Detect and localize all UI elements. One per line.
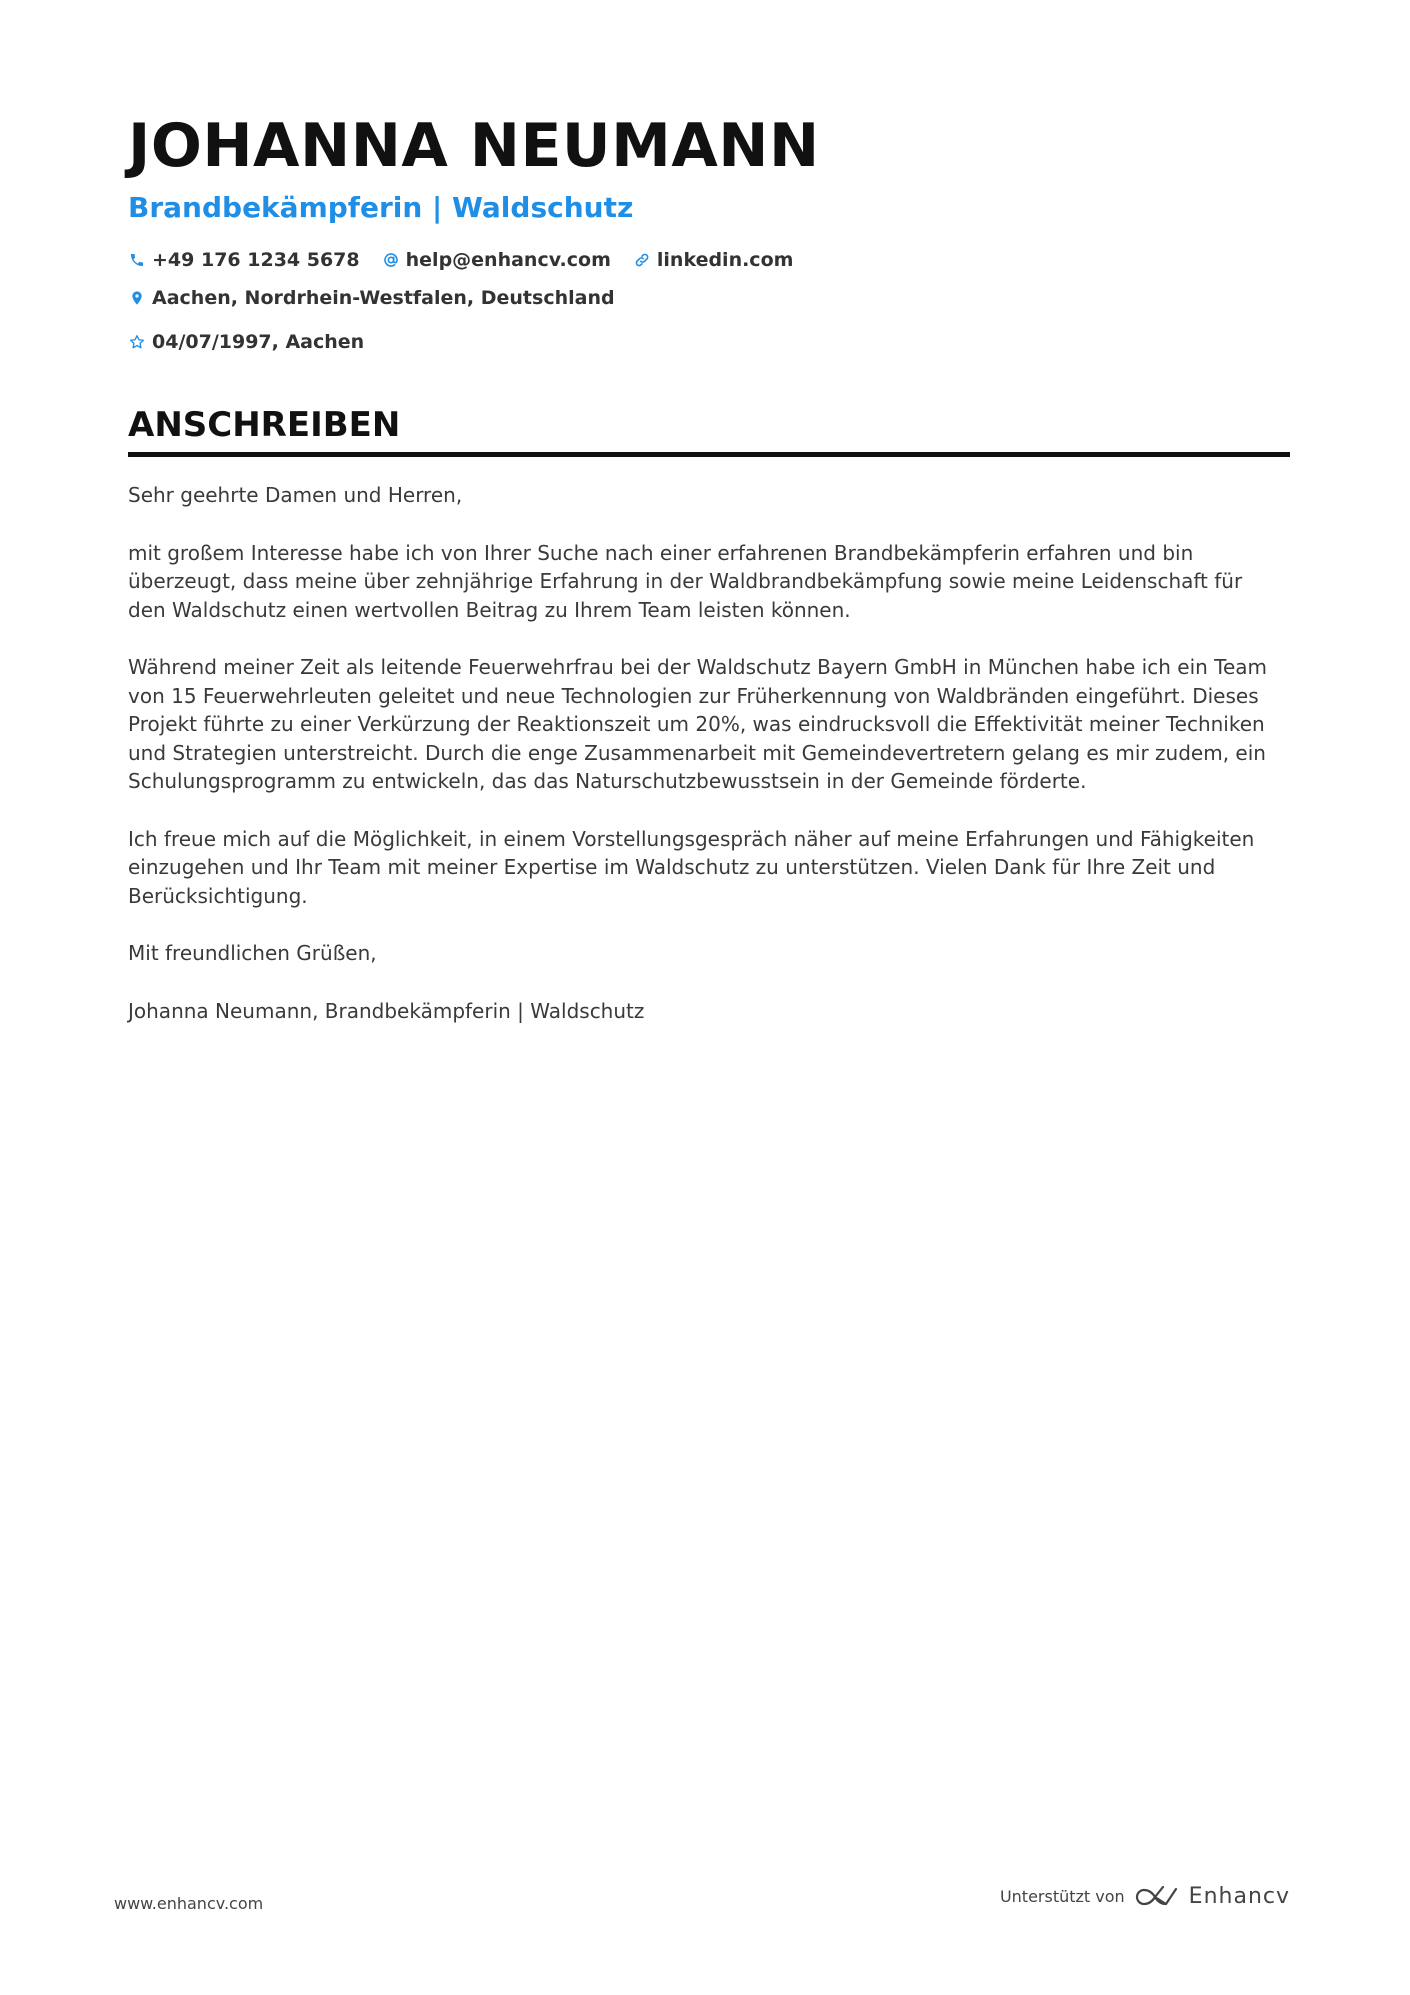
contact-location-text: Aachen, Nordrhein-Westfalen, Deutschland xyxy=(152,287,615,309)
contact-linkedin-text: linkedin.com xyxy=(656,249,794,271)
star-icon xyxy=(128,333,146,351)
contact-birth-text: 04/07/1997, Aachen xyxy=(152,331,365,353)
letter-body xyxy=(128,481,1278,1025)
link-icon xyxy=(633,251,651,269)
contact-list xyxy=(128,244,1248,358)
letter-paragraph: Während meiner Zeit als leitende Feuerwehrfrau bei der Waldschutz Bayern GmbH in München habe ich ein Team von 15 Feuerwehrleuten geleitet und neue Technologien zur Früherkennung von Waldbränden eingeführt. Dieses Projekt führte zu einer Verkürzung der Reaktionszeit um 20%, was eindrucksvoll die Effektivität meiner Techniken und Strategien unterstreicht. Durch die enge Zusammenarbeit mit Gemeindevertretern gelang es mir zudem, ein Schulungsprogramm zu entwickeln, das das Naturschutzbewusstsein in der Gemeinde förderte. xyxy=(128,655,1268,793)
applicant-name: JOHANNA NEUMANN xyxy=(128,111,820,181)
contact-phone-text: +49 176 1234 5678 xyxy=(152,249,360,271)
contact-email[interactable] xyxy=(382,244,611,276)
job-title: Brandbekämpferin | Waldschutz xyxy=(128,191,634,224)
contact-linkedin[interactable] xyxy=(633,244,794,276)
salutation: Sehr geehrte Damen und Herren, xyxy=(128,483,463,507)
section-divider xyxy=(128,452,1290,457)
contact-phone xyxy=(128,244,360,276)
header xyxy=(128,110,1288,358)
enhancv-logo-icon xyxy=(1135,1885,1181,1909)
contact-email-text: help@enhancv.com xyxy=(405,249,611,271)
at-icon xyxy=(382,251,400,269)
footer-website[interactable]: www.enhancv.com xyxy=(114,1894,264,1913)
letter-paragraph: Ich freue mich auf die Möglichkeit, in einem Vorstellungsgespräch näher auf meine Erfahrungen und Fähigkeiten einzugehen und Ihr Team mit meiner Expertise im Waldschutz zu unterstützen. Vielen Dank für Ihre Zeit und Berücksichtigung. xyxy=(128,826,1255,908)
contact-location xyxy=(128,282,615,314)
letter-paragraph: mit großem Interesse habe ich von Ihrer Suche nach einer erfahrenen Brandbekämpferin erfahren und bin überzeugt, dass meine über zehnjährige Erfahrung in der Waldbrandbekämpfung sowie meine Leidenschaft für den Waldschutz einen wertvollen Beitrag zu Ihrem Team leisten können. xyxy=(128,540,1243,622)
phone-icon xyxy=(128,251,146,269)
footer-branding xyxy=(1000,1885,1290,1909)
signature: Johanna Neumann, Brandbekämpferin | Waldschutz xyxy=(128,998,645,1023)
enhancv-logo[interactable] xyxy=(1135,1885,1290,1909)
cover-letter-section xyxy=(128,404,1290,1054)
closing: Mit freundlichen Grüßen, xyxy=(128,941,377,965)
location-pin-icon xyxy=(128,289,146,307)
enhancv-logo-text: Enhancv xyxy=(1188,1884,1290,1909)
contact-birth xyxy=(128,326,364,358)
powered-by-label: Unterstützt von xyxy=(999,1887,1125,1906)
section-title: ANSCHREIBEN xyxy=(128,405,401,445)
